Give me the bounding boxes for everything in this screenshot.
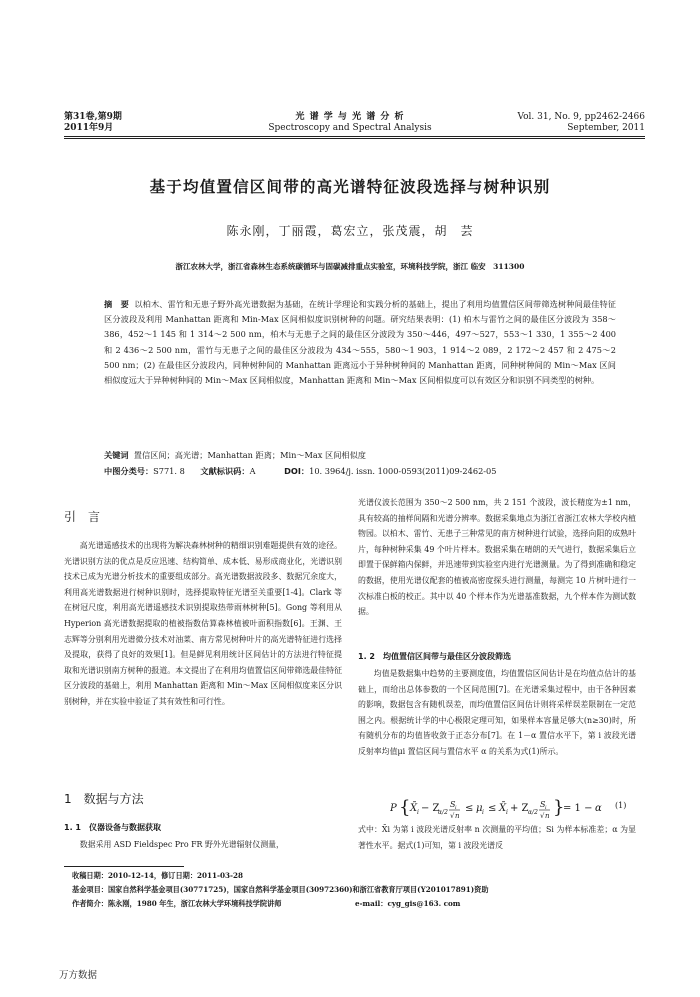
- right-paragraph-2: [358, 666, 636, 760]
- journal-name-en: Spectroscopy and Spectral Analysis: [268, 123, 432, 133]
- svg-text:μ: μ: [476, 803, 483, 814]
- issue-date: 2011年9月: [64, 123, 114, 133]
- svg-text:S: S: [450, 800, 456, 809]
- section-1-1-text: 数据采用 ASD Fieldspec Pro FR 野外光谱辐射仪测量，: [79, 840, 284, 849]
- clc-code: S771. 8: [153, 466, 185, 476]
- doi-label: DOI：: [284, 466, 310, 476]
- svg-text:= 1 −: = 1 −: [563, 803, 593, 814]
- volume-issue: 第31卷,第9期: [64, 112, 122, 122]
- clc-label: 中图分类号：: [104, 466, 154, 476]
- svg-text:+ Z: + Z: [510, 803, 529, 814]
- section-1-1-heading: 1. 1 仪器设备与数据获取: [64, 823, 161, 832]
- svg-text:α/2: α/2: [528, 809, 538, 816]
- affiliation: 浙江农林大学，浙江省森林生态系统碳循环与固碳减排重点实验室，环境科技学院，浙江 临安 311300: [175, 262, 525, 271]
- section-1-1-paragraph: [64, 837, 342, 853]
- issue-date-en: September, 2011: [567, 123, 645, 133]
- doc-code-label: 文献标识码：: [200, 466, 250, 476]
- svg-text:i: i: [545, 805, 547, 811]
- doc-code: A: [249, 466, 256, 476]
- fund-info: 基金项目：国家自然科学基金项目(30771725)，国家自然科学基金项目(30972360)和浙江省教育厅项目(Y201017891)资助: [72, 885, 489, 894]
- svg-text:i: i: [482, 809, 484, 816]
- svg-text:X̄: X̄: [410, 803, 418, 814]
- keywords-text: 置信区间；高光谱；Manhattan 距离；Min～Max 区间相似度: [133, 450, 366, 460]
- watermark: 万方数据: [59, 970, 98, 981]
- svg-text:≤: ≤: [488, 803, 497, 814]
- journal-name-cn: 光 谱 学 与 光 谱 分 析: [295, 112, 405, 122]
- author-email: e-mail：cyg_gis@163. com: [355, 899, 461, 908]
- svg-text:i: i: [506, 809, 508, 816]
- svg-text:i: i: [417, 809, 419, 816]
- svg-text:√: √: [450, 812, 455, 820]
- right-paragraph-1: [358, 495, 636, 620]
- footnote-rule: [64, 866, 184, 867]
- intro-paragraph: [64, 538, 342, 710]
- svg-text:n: n: [455, 812, 460, 820]
- svg-text:S: S: [540, 800, 546, 809]
- paper-title: 基于均值置信区间带的高光谱特征波段选择与树种识别: [149, 178, 551, 196]
- svg-text:{: {: [399, 797, 411, 818]
- svg-text:≤: ≤: [465, 803, 474, 814]
- equation-1: [390, 795, 636, 821]
- volume-pages-en: Vol. 31, No. 9, pp2462-2466: [517, 112, 645, 122]
- right-paragraph-3: [358, 822, 636, 853]
- received-date: 收稿日期：2010-12-14，修订日期：2011-03-28: [72, 871, 244, 880]
- intro-heading: 引 言: [64, 510, 101, 524]
- equation-number: (1): [615, 801, 627, 810]
- svg-text:X̄: X̄: [499, 803, 507, 814]
- svg-text:n: n: [545, 812, 550, 820]
- svg-text:}: }: [553, 797, 565, 818]
- header-rule-2: [64, 138, 645, 139]
- doi: 10. 3964/j. issn. 1000-0593(2011)09-2462-05: [309, 466, 497, 476]
- section-1-2-heading: 1. 2 均值置信区间带与最佳区分波段筛选: [358, 652, 511, 661]
- abstract-text: 以柏木、雷竹和无患子野外高光谱数据为基础，在统计学理论和实践分析的基础上，提出了利用均值置信区间带筛选树种间最佳特征区分波段及利用 Manhattan 距离和 Min-Max 区间相似度识别树种的问题。研究结果表明：(1) 柏木与雷竹之间的最佳区分波段为 358～386，452～1 145 和 1 314～2 500 nm，柏木与无患子之间的最佳区分波段为 350～446，497～527，553～1 330，1 355～2 400 和 2 436～2 500 nm，雷竹与无患子之间的最佳区分波段为 434～555，580～1 903，1 914～2 089，2 172～2 457 和 2 475～2 500 nm；(2) 在最佳区分波段内，同种树种间的 Manhattan 距离远小于异种树种间的 Manhattan 距离，同种树种间的 Min～Max 区间相似度远大于异种树种间的 Min～Max 区间相似度，Manhattan 距离和 Min～Max 区间相似度可以有效区分和识别不同类型的树种。: [104, 299, 616, 386]
- intro-text: 高光谱遥感技术的出现将为解决森林树种的精细识别难题提供有效的途径。光谱识别方法的优点是反应迅速、结构简单、成本低、易形成商业化，光谱识别技术已成为光谱分析技术的重要组成部分。高光谱数据波段多、数据冗余度大，利用高光谱数据进行树种识别时，选择提取特征光谱至关重要[1-4]。Clark 等在树冠尺度，利用高光谱遥感技术识别提取热带雨林树种[5]。Gong 等利用从 Hyperion 高光谱数据提取的植被指数估算森林植被叶面积指数[6]。王渊、王志辉等分别利用光谱微分技术对油菜、南方常见树种叶片的高光谱特征进行选择及提取，获得了良好的效果[1]。但是鲜见利用统计区间估计的方法进行特征提取和光谱识别南方树种的报道。本文提出了在利用均值置信区间带筛选最佳特征区分波段的基础上，利用 Manhattan 距离和 Min～Max 区间相似度来区分识别树种，并在实验中验证了其有效性和可行性。: [64, 541, 342, 706]
- keywords: [104, 448, 624, 463]
- keywords-label: 关键词: [104, 450, 129, 460]
- header-rule: [64, 136, 645, 137]
- equation-1-graphic: [390, 795, 636, 821]
- right-text-3: 式中：X̄i 为第 i 波段光谱反射率 n 次测量的平均值；Si 为样本标准差；α 为显著性水平。据式(1)可知，第 i 波段光谱反: [358, 825, 636, 850]
- svg-text:i: i: [455, 805, 457, 811]
- svg-text:− Z: − Z: [421, 803, 440, 814]
- abstract: [104, 297, 616, 388]
- author-bio: 作者简介：陈永刚，1980 年生，浙江农林大学环境科技学院讲师: [72, 899, 282, 908]
- svg-text:P: P: [390, 803, 397, 814]
- svg-text:α/2: α/2: [438, 809, 448, 816]
- right-text-1: 光谱仪波长范围为 350～2 500 nm，共 2 151 个波段，波长精度为±1 nm，具有较高的抽样间隔和光谱分辨率。数据采集地点为浙江省浙江农林大学校内植物园。以柏木、雷竹、无患子三种常见的南方树种进行试验，选择向阳的成熟叶片，每种树种采集 49 个叶片样本。数据采集在晴朗的天气进行，数据采集后立即置于保鲜箱内保鲜，并迅速带到实验室内进行光谱测量。为了得到准确和稳定的数据，使用光谱仪配套的植被高密度探头进行测量，每测完 10 片树叶进行一次标准白板的校正。其中以 40 个样本作为光谱基准数据，九个样本作为测试数据。: [358, 498, 636, 617]
- right-text-2: 均值是数据集中趋势的主要测度值，均值置信区间估计是在均值点估计的基础上，而给出总体参数的一个区间范围[7]。在光谱采集过程中，由于各种因素的影响，数据包含有随机误差，而均值置信区间估计则将采样误差限制在一定范围之内。根据统计学的中心极限定理可知，如果样本容量足够大(n≥30)时，所有随机分布的均值皆收敛于正态分布[7]。在 1－α 置信水平下，第 i 波段光谱反射率均值μi 置信区间与置信水平 α 的关系为式(1)所示。: [358, 669, 636, 756]
- section-1-heading: 1 数据与方法: [64, 792, 144, 806]
- svg-text:√: √: [540, 812, 545, 820]
- svg-text:α: α: [595, 803, 602, 814]
- author-list: 陈永刚，丁丽霞，葛宏立，张茂震，胡 芸: [226, 224, 474, 238]
- classification-line: [104, 464, 624, 479]
- abstract-label: 摘 要: [104, 299, 129, 309]
